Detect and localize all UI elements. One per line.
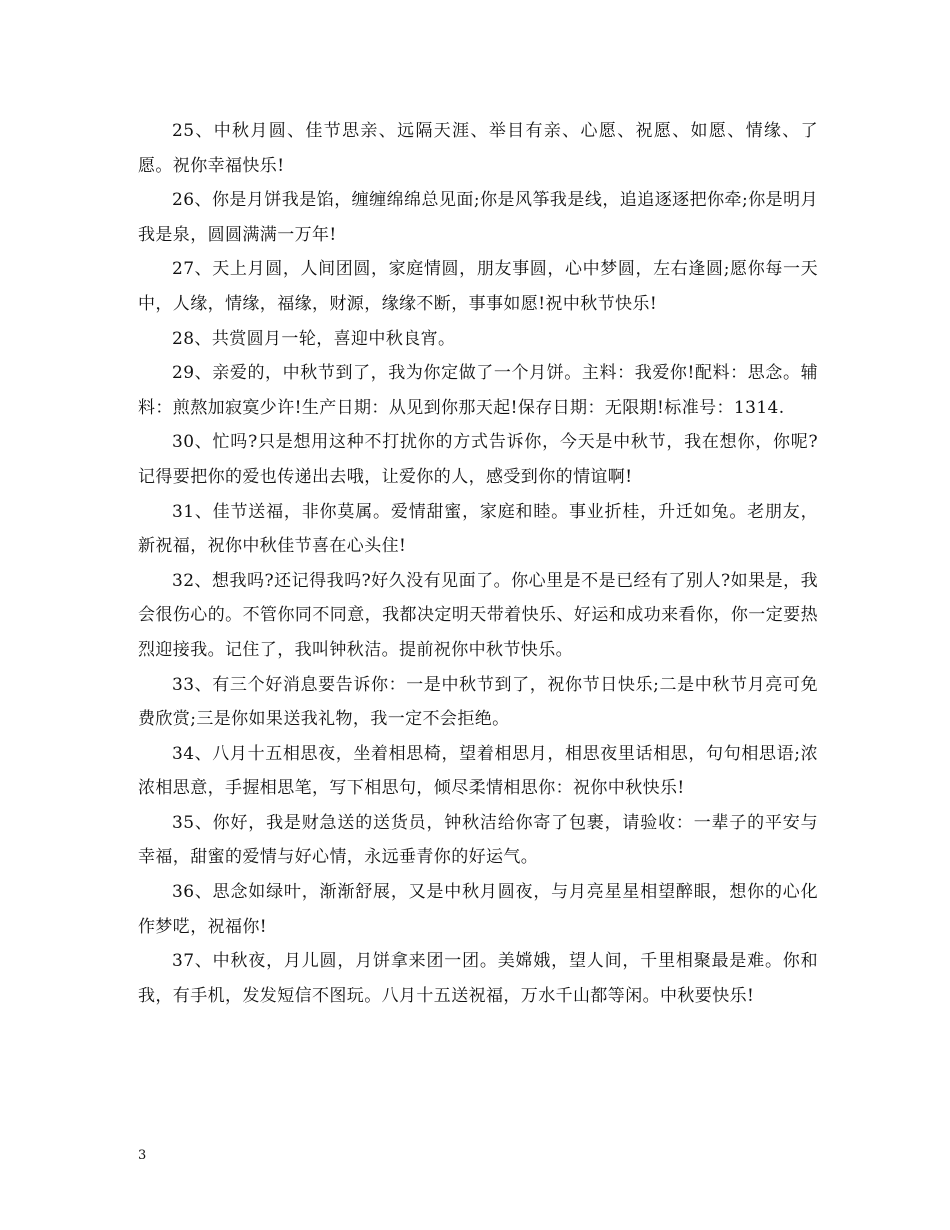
paragraph-26: 26、你是月饼我是馅，缠缠绵绵总见面;你是风筝我是线，追追逐逐把你牵;你是明月我是泉，圆圆满满一万年! [138, 190, 818, 245]
paragraph-32: 32、想我吗?还记得我吗?好久没有见面了。你心里是不是已经有了别人?如果是，我会很伤心的。不管你同不同意，我都决定明天带着快乐、好运和成功来看你，你一定要热烈迎接我。记住了，我叫钟秋洁。提前祝你中秋节快乐。 [138, 570, 818, 660]
paragraph-27: 27、天上月圆，人间团圆，家庭情圆，朋友事圆，心中梦圆，左右逢圆;愿你每一天中，人缘，情缘，福缘，财源，缘缘不断，事事如愿!祝中秋节快乐! [138, 259, 818, 314]
paragraph-31: 31、佳节送福，非你莫属。爱情甜蜜，家庭和睦。事业折桂，升迁如兔。老朋友，新祝福，祝你中秋佳节喜在心头住! [138, 501, 818, 557]
paragraph-37: 37、中秋夜，月儿圆，月饼拿来团一团。美嫦娥，望人间，千里相聚最是难。你和我，有手机，发发短信不图玩。八月十五送祝福，万水千山都等闲。中秋要快乐! [138, 951, 818, 1006]
paragraph-36: 36、思念如绿叶，渐渐舒展，又是中秋月圆夜，与月亮星星相望醉眼，想你的心化作梦呓，祝福你! [138, 882, 818, 937]
document-body [138, 114, 818, 1013]
paragraph-33: 33、有三个好消息要告诉你：一是中秋节到了，祝你节日快乐;二是中秋节月亮可免费欣赏;三是你如果送我礼物，我一定不会拒绝。 [138, 674, 818, 730]
paragraph-25: 25、中秋月圆、佳节思亲、远隔天涯、举目有亲、心愿、祝愿、如愿、情缘、了愿。祝你幸福快乐! [138, 121, 818, 176]
paragraph-35: 35、你好，我是财急送的送货员，钟秋洁给你寄了包裹，请验收：一辈子的平安与幸福，甜蜜的爱情与好心情，永远垂青你的好运气。 [138, 812, 818, 868]
page-number: 3 [138, 1148, 147, 1163]
paragraph-28: 28、共赏圆月一轮，喜迎中秋良宵。 [172, 328, 456, 349]
paragraph-30: 30、忙吗?只是想用这种不打扰你的方式告诉你，今天是中秋节，我在想你，你呢?记得要把你的爱也传递出去哦，让爱你的人，感受到你的情谊啊! [138, 432, 818, 487]
paragraph-34: 34、八月十五相思夜，坐着相思椅，望着相思月，相思夜里话相思，句句相思语;浓浓相思意，手握相思笔，写下相思句，倾尽柔情相思你：祝你中秋快乐! [138, 743, 818, 799]
paragraph-29: 29、亲爱的，中秋节到了，我为你定做了一个月饼。主料：我爱你!配料：思念。辅料：煎熬加寂寞少许!生产日期：从见到你那天起!保存日期：无限期!标准号：1314. [138, 363, 818, 418]
